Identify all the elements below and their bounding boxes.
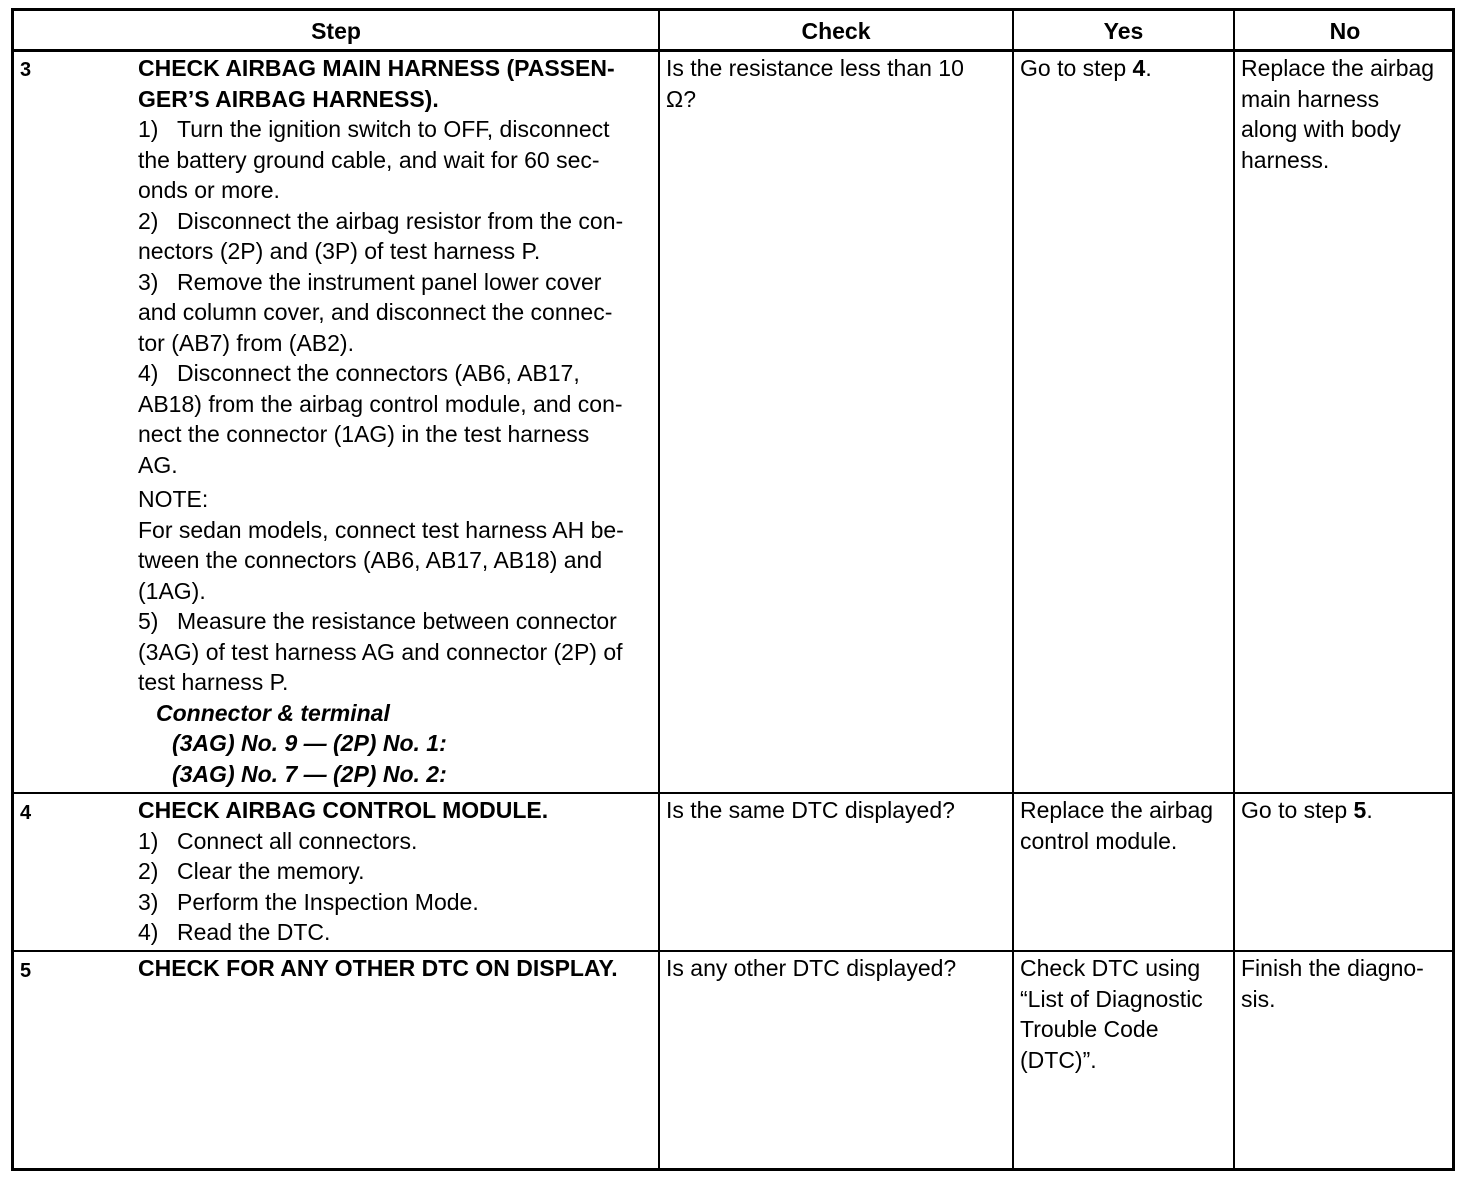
row-divider	[14, 792, 1452, 794]
item-number: 5)	[138, 608, 159, 634]
step-reference: 4	[1132, 55, 1146, 81]
list-item	[138, 606, 658, 637]
item-text: Read the DTC.	[177, 919, 331, 945]
item-text: Turn the ignition switch to OFF, disconnect	[177, 116, 610, 142]
yes-text: (DTC)”.	[1020, 1046, 1097, 1073]
item-number: 3)	[138, 888, 159, 915]
no-cell	[1241, 795, 1455, 826]
step-number: 5	[20, 960, 32, 982]
item-number: 2)	[138, 207, 159, 234]
column-divider	[1233, 11, 1235, 1168]
list-item	[138, 856, 658, 887]
item-text: Measure the resistance between connector	[177, 608, 617, 634]
step-4-content	[138, 795, 658, 948]
header-check: Check	[801, 18, 871, 44]
diagnostic-table	[11, 8, 1455, 1171]
no-text: harness.	[1241, 146, 1330, 173]
no-text: .	[1366, 797, 1373, 823]
item-number: 4)	[138, 360, 159, 386]
note-text: For sedan models, connect test harness AH be-	[138, 516, 624, 543]
connector-terminal: (3AG) No. 9 — (2P) No. 1:	[172, 730, 447, 756]
no-text: Replace the airbag	[1241, 55, 1435, 81]
note-label: NOTE:	[138, 486, 209, 512]
item-text: and column cover, and disconnect the connec-	[138, 299, 613, 325]
yes-cell	[1020, 795, 1230, 856]
item-text: (3AG) of test harness AG and connector (2P) of	[138, 638, 623, 665]
check-text: Ω?	[666, 85, 696, 112]
item-text: Disconnect the connectors (AB6, AB17,	[177, 360, 580, 386]
item-text: AG.	[138, 451, 178, 478]
yes-text: “List of Diagnostic	[1020, 985, 1203, 1012]
no-text: along with body	[1241, 116, 1401, 142]
row-divider	[14, 950, 1452, 952]
item-text: nect the connector (1AG) in the test harness	[138, 421, 590, 447]
item-text-lines	[177, 114, 658, 145]
step-title: CHECK AIRBAG CONTROL MODULE.	[138, 797, 549, 823]
list-item	[138, 358, 658, 389]
check-cell	[666, 53, 1006, 114]
list-item	[138, 206, 658, 237]
item-text: the battery ground cable, and wait for 60 sec-	[138, 146, 600, 173]
item-number: 1)	[138, 827, 159, 854]
item-text: Remove the instrument panel lower cover	[177, 268, 602, 295]
step-title: CHECK AIRBAG MAIN HARNESS (PASSEN-	[138, 55, 615, 81]
yes-text: Go to step	[1020, 55, 1133, 81]
list-item	[138, 267, 658, 298]
item-number: 2)	[138, 858, 159, 884]
item-text: Perform the Inspection Mode.	[177, 888, 479, 915]
yes-text: Check DTC using	[1020, 955, 1201, 981]
header-yes: Yes	[1103, 18, 1144, 44]
list-item	[138, 887, 658, 918]
item-text: onds or more.	[138, 177, 280, 203]
item-text: nectors (2P) and (3P) of test harness P.	[138, 238, 541, 264]
check-cell: Is any other DTC displayed?	[666, 955, 957, 981]
connector-label: Connector & terminal	[156, 699, 390, 726]
connector-terminal: (3AG) No. 7 — (2P) No. 2:	[172, 760, 447, 787]
item-text: AB18) from the airbag control module, and con-	[138, 390, 623, 417]
step-3-content	[138, 53, 658, 789]
step-number: 4	[20, 802, 32, 824]
check-cell: Is the same DTC displayed?	[666, 797, 955, 823]
yes-cell	[1020, 953, 1230, 1075]
check-text: Is the resistance less than 10	[666, 55, 964, 81]
yes-text: Replace the airbag	[1020, 797, 1214, 823]
list-item	[138, 917, 658, 948]
step-title: GER’S AIRBAG HARNESS).	[138, 85, 439, 112]
column-divider	[658, 11, 660, 1168]
yes-text: Trouble Code	[1020, 1016, 1159, 1042]
note-text: tween the connectors (AB6, AB17, AB18) and	[138, 547, 603, 573]
item-number: 3)	[138, 268, 159, 295]
item-number: 4)	[138, 919, 159, 945]
item-text: Clear the memory.	[177, 858, 365, 884]
item-text: tor (AB7) from (AB2).	[138, 329, 354, 356]
header-no: No	[1329, 18, 1361, 44]
item-text: Disconnect the airbag resistor from the con-	[177, 207, 624, 234]
no-text: Finish the diagno-	[1241, 955, 1424, 981]
no-cell	[1241, 953, 1455, 1014]
header-divider	[14, 49, 1452, 52]
no-text: Go to step	[1241, 797, 1354, 823]
yes-text: .	[1145, 55, 1152, 81]
yes-cell	[1020, 53, 1230, 84]
item-number: 1)	[138, 116, 159, 142]
yes-text: control module.	[1020, 827, 1178, 854]
step-number: 3	[20, 59, 32, 81]
item-text: Connect all connectors.	[177, 827, 418, 854]
no-cell	[1241, 53, 1455, 175]
item-text: test harness P.	[138, 669, 289, 695]
header-step: Step	[311, 18, 361, 44]
list-item	[138, 826, 658, 857]
step-title: CHECK FOR ANY OTHER DTC ON DISPLAY.	[138, 955, 618, 981]
no-text: sis.	[1241, 985, 1276, 1012]
step-reference: 5	[1353, 797, 1367, 823]
no-text: main harness	[1241, 85, 1380, 112]
list-item	[138, 114, 658, 145]
note-text: (1AG).	[138, 577, 206, 604]
column-divider	[1012, 11, 1014, 1168]
